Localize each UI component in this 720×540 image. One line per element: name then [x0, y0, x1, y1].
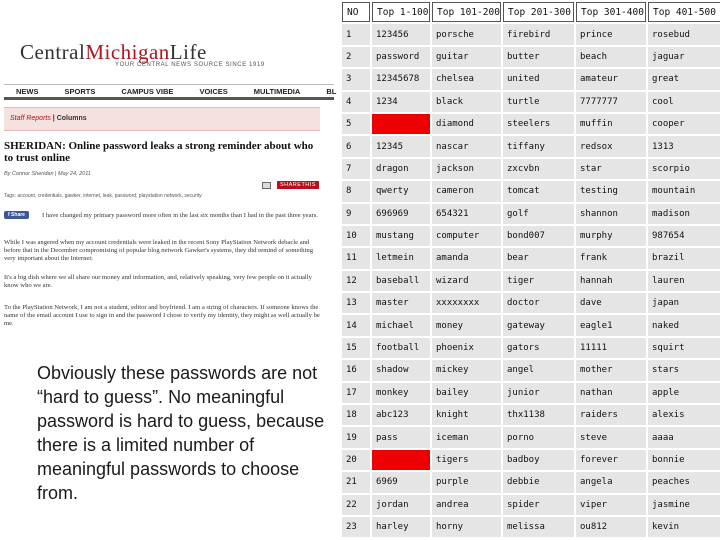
password-cell: baseball — [372, 271, 430, 291]
article-byline: By Connor Sheridan | May 24, 2011 — [4, 171, 91, 177]
password-cell: michael — [372, 315, 430, 335]
breadcrumb-staff-reports[interactable]: Staff Reports — [10, 115, 51, 122]
nav-item-blogs[interactable]: BL — [326, 86, 337, 96]
password-cell: doctor — [503, 293, 574, 313]
password-cell: spider — [503, 495, 574, 515]
table-row — [342, 315, 720, 335]
password-cell: harley — [372, 517, 430, 537]
password-cell: xxxxxxxx — [432, 293, 501, 313]
password-cell: united — [503, 69, 574, 89]
password-cell: 11111 — [576, 338, 646, 358]
article-paragraph: I have changed my primary password more often in the last six months than I had in the past three years. — [42, 212, 318, 219]
section-breadcrumb: Staff Reports | Columns — [4, 107, 320, 131]
password-cell: junior — [503, 383, 574, 403]
password-cell: andrea — [432, 495, 501, 515]
password-cell: bear — [503, 248, 574, 268]
password-cell: amanda — [432, 248, 501, 268]
table-body — [342, 24, 720, 537]
password-cell: 1234 — [372, 92, 430, 112]
password-cell: nascar — [432, 136, 501, 156]
password-cell: brazil — [648, 248, 720, 268]
password-cell: melissa — [503, 517, 574, 537]
password-cell: gators — [503, 338, 574, 358]
password-cell: debbie — [503, 472, 574, 492]
password-cell: angel — [503, 360, 574, 380]
table-row — [342, 181, 720, 201]
password-cell: zxcvbn — [503, 159, 574, 179]
password-cell: mother — [576, 360, 646, 380]
row-number-cell: 9 — [342, 204, 370, 224]
password-cell: gateway — [503, 315, 574, 335]
password-cell: nathan — [576, 383, 646, 403]
password-cell: tomcat — [503, 181, 574, 201]
password-cell: computer — [432, 226, 501, 246]
password-cell: stars — [648, 360, 720, 380]
password-cell: 654321 — [432, 204, 501, 224]
table-row — [342, 248, 720, 268]
password-cell: peaches — [648, 472, 720, 492]
table-row — [342, 427, 720, 447]
password-cell: shadow — [372, 360, 430, 380]
row-number-cell: 3 — [342, 69, 370, 89]
site-tagline: YOUR CENTRAL NEWS SOURCE SINCE 1919 — [115, 62, 265, 68]
password-cell: tiffany — [503, 136, 574, 156]
row-number-cell: 5 — [342, 114, 370, 134]
password-cell: apple — [648, 383, 720, 403]
common-passwords-table — [340, 0, 720, 539]
password-cell: tiger — [503, 271, 574, 291]
password-cell: raiders — [576, 405, 646, 425]
password-cell: kevin — [648, 517, 720, 537]
table-row — [342, 69, 720, 89]
password-cell: jackson — [432, 159, 501, 179]
password-cell: badboy — [503, 450, 574, 470]
password-cell: dave — [576, 293, 646, 313]
nav-item-voices[interactable]: VOICES — [199, 86, 228, 96]
row-number-cell: 12 — [342, 271, 370, 291]
article-paragraph: It's a big dish where we all share our money and information, and, relatively speaking, very few people on it actually know who we are. — [4, 274, 312, 289]
row-number-cell: 16 — [342, 360, 370, 380]
password-cell: 987654 — [648, 226, 720, 246]
share-this-button[interactable]: SHARETHIS — [277, 181, 319, 189]
password-cell: jaguar — [648, 47, 720, 67]
password-cell: 12345678 — [372, 69, 430, 89]
article-paragraph: While I was angered when my account credentials were leaked in the recent Sony PlayStation Network debacle and before that in the December compromising of popular blog network Gawker's systems, they did remind of something very important about the Internet: — [4, 239, 314, 262]
share-tools — [262, 181, 319, 189]
password-cell: muffin — [576, 114, 646, 134]
row-number-cell: 21 — [342, 472, 370, 492]
nav-item-campus-vibe[interactable]: CAMPUS VIBE — [121, 86, 174, 96]
table-row — [342, 114, 720, 134]
row-number-cell: 20 — [342, 450, 370, 470]
password-cell: cooper — [648, 114, 720, 134]
password-cell: guitar — [432, 47, 501, 67]
password-cell: porno — [503, 427, 574, 447]
row-number-cell: 1 — [342, 24, 370, 44]
password-cell: mustang — [372, 226, 430, 246]
password-cell: lauren — [648, 271, 720, 291]
password-cell: steve — [576, 427, 646, 447]
password-cell: squirt — [648, 338, 720, 358]
table-row — [342, 136, 720, 156]
print-icon[interactable] — [262, 182, 271, 189]
article-paragraph: To the PlayStation Network, I am not a student, editor and boyfriend. I am a string of characters. If someone knows the name of the email account I use to sign in and the password I chose to verify my identity, they might as well actually be me. — [4, 304, 320, 327]
table-row — [342, 24, 720, 44]
password-cell: black — [432, 92, 501, 112]
password-cell: redsox — [576, 136, 646, 156]
table-row — [342, 472, 720, 492]
row-number-cell: 2 — [342, 47, 370, 67]
password-cell: butter — [503, 47, 574, 67]
facebook-share-button[interactable]: f Share — [4, 211, 29, 219]
password-cell: bond007 — [503, 226, 574, 246]
table-row — [342, 92, 720, 112]
password-cell: golf — [503, 204, 574, 224]
article-headline: SHERIDAN: Online password leaks a strong reminder about who to trust online — [4, 140, 314, 164]
masthead — [20, 42, 336, 72]
password-cell: mountain — [648, 181, 720, 201]
password-cell: dragon — [372, 159, 430, 179]
table-row — [342, 293, 720, 313]
slide-caption: Obviously these passwords are not “hard to guess”. No meaningful password is hard to guess, because there is a limited number of meaningful passwords to choose from. — [37, 363, 325, 503]
password-cell: amateur — [576, 69, 646, 89]
password-cell: frank — [576, 248, 646, 268]
row-number-cell: 22 — [342, 495, 370, 515]
password-cell: firebird — [503, 24, 574, 44]
password-cell: 7777777 — [576, 92, 646, 112]
password-cell: forever — [576, 450, 646, 470]
table-row — [342, 450, 720, 470]
table-row — [342, 226, 720, 246]
password-cell: scorpio — [648, 159, 720, 179]
password-cell: qwerty — [372, 181, 430, 201]
table-row — [342, 360, 720, 380]
password-cell: chelsea — [432, 69, 501, 89]
table-row — [342, 383, 720, 403]
row-number-cell: 10 — [342, 226, 370, 246]
column-header-top-1-100: Top 1-100 — [372, 2, 430, 22]
password-cell: viper — [576, 495, 646, 515]
password-cell: pass — [372, 427, 430, 447]
table-header-row — [342, 2, 720, 22]
password-cell: turtle — [503, 92, 574, 112]
row-number-cell: 6 — [342, 136, 370, 156]
password-cell: thx1138 — [503, 405, 574, 425]
password-cell: phoenix — [432, 338, 501, 358]
password-cell: testing — [576, 181, 646, 201]
column-header-top-201-300: Top 201-300 — [503, 2, 574, 22]
table-row — [342, 47, 720, 67]
row-number-cell: 15 — [342, 338, 370, 358]
password-cell: great — [648, 69, 720, 89]
password-cell: 12345 — [372, 136, 430, 156]
redacted-cell — [372, 450, 430, 470]
row-number-cell: 14 — [342, 315, 370, 335]
password-cell: beach — [576, 47, 646, 67]
nav-item-news[interactable]: NEWS — [16, 86, 39, 96]
password-cell: diamond — [432, 114, 501, 134]
password-cell: bailey — [432, 383, 501, 403]
row-number-cell: 4 — [342, 92, 370, 112]
table-row — [342, 405, 720, 425]
password-cell: star — [576, 159, 646, 179]
password-cell: japan — [648, 293, 720, 313]
password-cell: master — [372, 293, 430, 313]
password-table-panel — [340, 0, 720, 540]
password-cell: eagle1 — [576, 315, 646, 335]
password-cell: ou812 — [576, 517, 646, 537]
password-cell: rosebud — [648, 24, 720, 44]
row-number-cell: 18 — [342, 405, 370, 425]
password-cell: hannah — [576, 271, 646, 291]
site-logo[interactable]: CentralMichiganLife — [20, 40, 207, 64]
table-row — [342, 159, 720, 179]
row-number-cell: 11 — [342, 248, 370, 268]
row-number-cell: 7 — [342, 159, 370, 179]
password-cell: prince — [576, 24, 646, 44]
table-row — [342, 204, 720, 224]
password-cell: purple — [432, 472, 501, 492]
password-cell: angela — [576, 472, 646, 492]
main-nav — [4, 84, 337, 100]
password-cell: wizard — [432, 271, 501, 291]
table-row — [342, 495, 720, 515]
column-header-top-101-200: Top 101-200 — [432, 2, 501, 22]
password-cell: jordan — [372, 495, 430, 515]
password-cell: bonnie — [648, 450, 720, 470]
password-cell: mickey — [432, 360, 501, 380]
table-row — [342, 338, 720, 358]
password-cell: murphy — [576, 226, 646, 246]
row-number-cell: 13 — [342, 293, 370, 313]
password-cell: monkey — [372, 383, 430, 403]
password-cell: 1313 — [648, 136, 720, 156]
article-tags: Tags: account, credentials, gawker, internet, leak, password, playstation network, security — [4, 193, 202, 199]
column-header-top-401-500: Top 401-500 — [648, 2, 720, 22]
password-cell: tigers — [432, 450, 501, 470]
row-number-cell: 17 — [342, 383, 370, 403]
password-cell: 6969 — [372, 472, 430, 492]
password-cell: steelers — [503, 114, 574, 134]
table-row — [342, 271, 720, 291]
password-cell: 696969 — [372, 204, 430, 224]
row-number-cell: 23 — [342, 517, 370, 537]
password-cell: abc123 — [372, 405, 430, 425]
column-header-no: NO — [342, 2, 370, 22]
row-number-cell: 19 — [342, 427, 370, 447]
nav-item-sports[interactable]: SPORTS — [64, 86, 96, 96]
password-cell: money — [432, 315, 501, 335]
row-number-cell: 8 — [342, 181, 370, 201]
password-cell: naked — [648, 315, 720, 335]
password-cell: porsche — [432, 24, 501, 44]
breadcrumb-columns[interactable]: Columns — [56, 115, 87, 122]
column-header-top-301-400: Top 301-400 — [576, 2, 646, 22]
password-cell: jasmine — [648, 495, 720, 515]
password-cell: aaaa — [648, 427, 720, 447]
nav-item-multimedia[interactable]: MULTIMEDIA — [253, 86, 301, 96]
password-cell: password — [372, 47, 430, 67]
password-cell: madison — [648, 204, 720, 224]
redacted-cell — [372, 114, 430, 134]
password-cell: shannon — [576, 204, 646, 224]
password-cell: horny — [432, 517, 501, 537]
password-cell: football — [372, 338, 430, 358]
password-cell: cameron — [432, 181, 501, 201]
table-row — [342, 517, 720, 537]
password-cell: iceman — [432, 427, 501, 447]
password-cell: alexis — [648, 405, 720, 425]
password-cell: cool — [648, 92, 720, 112]
password-cell: letmein — [372, 248, 430, 268]
password-cell: 123456 — [372, 24, 430, 44]
password-cell: knight — [432, 405, 501, 425]
